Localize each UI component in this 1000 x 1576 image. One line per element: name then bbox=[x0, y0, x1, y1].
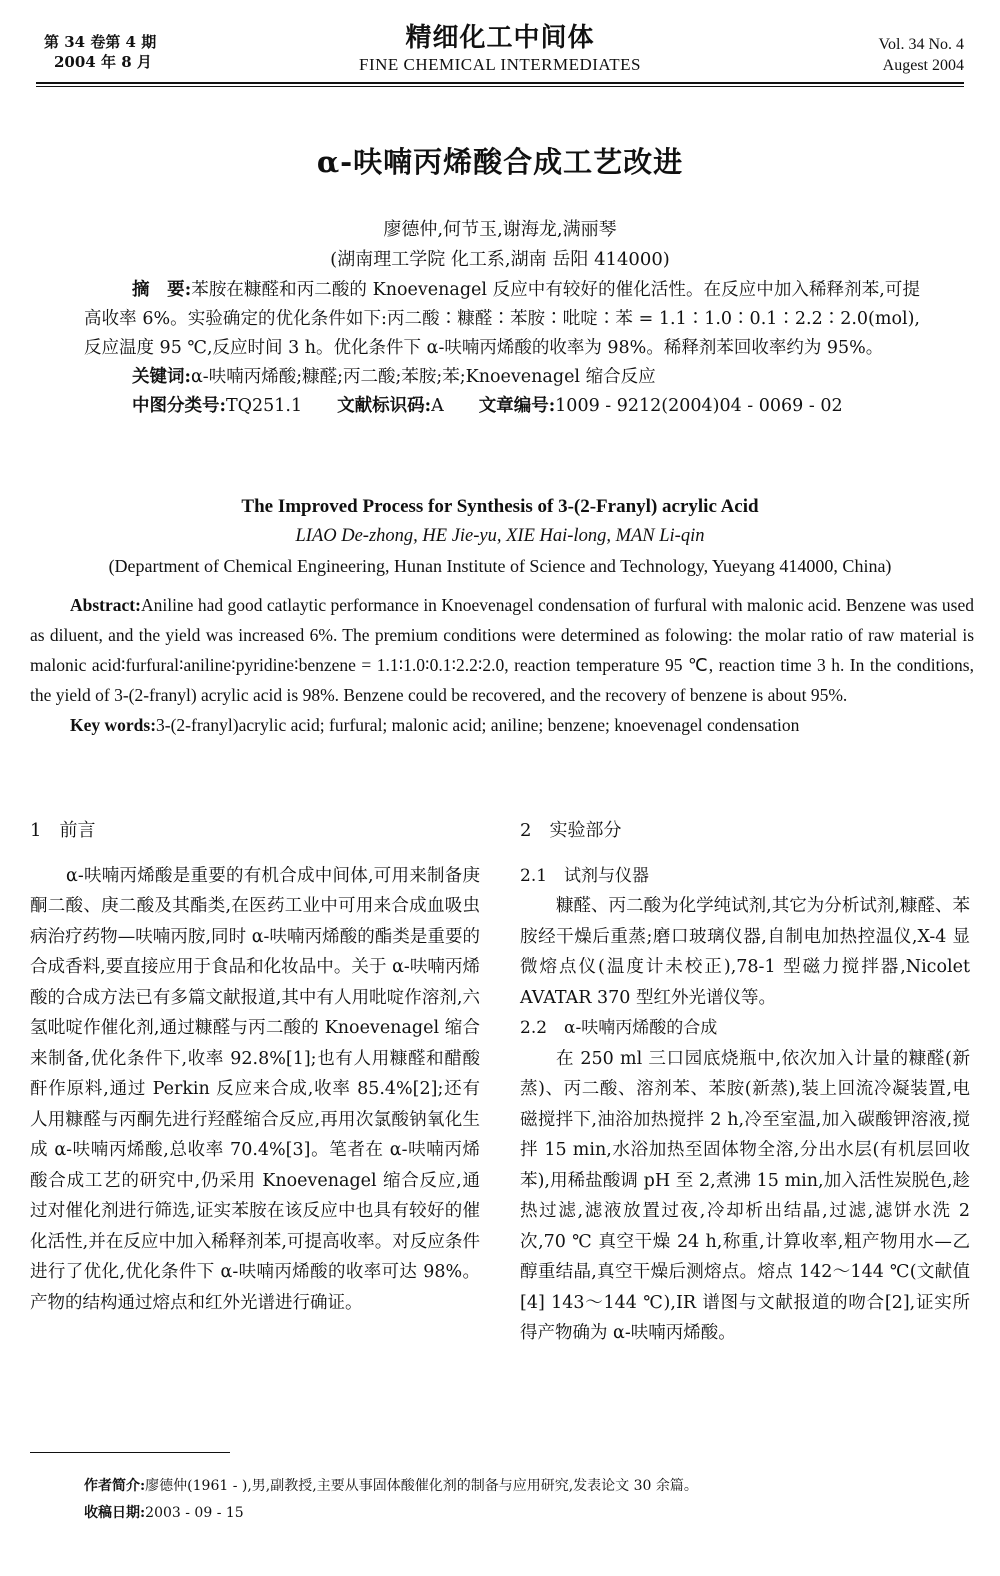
authors-cn: 廖德仲,何节玉,谢海龙,满丽琴 bbox=[383, 219, 617, 240]
keywords-en-label: Key words: bbox=[70, 715, 157, 735]
footnote-received bbox=[84, 1502, 964, 1524]
abstract-cn bbox=[84, 276, 920, 363]
affiliation-cn: (湖南理工学院 化工系,湖南 岳阳 414000) bbox=[330, 249, 670, 270]
keywords-cn-label: 关键词: bbox=[132, 367, 191, 387]
keywords-cn-text: α-呋喃丙烯酸;糠醛;丙二酸;苯胺;苯;Knoevenagel 缩合反应 bbox=[190, 367, 656, 387]
footnote-author-label: 作者简介: bbox=[84, 1478, 146, 1494]
header-rule-thin bbox=[36, 86, 964, 87]
section-2-2-text: 在 250 ml 三口园底烧瓶中,依次加入计量的糠醛(新蒸)、丙二酸、溶剂苯、苯胺(新蒸),装上回流冷凝装置,电磁搅拌下,油浴加热搅拌 2 h,冷至室温,加入碳酸钾溶液,搅拌 15 min,水浴加热至固体物全溶,分出水层(有机层回收苯),用稀盐酸调 pH 至 2,煮沸 15 min,加入活性炭脱色,趁热过滤,滤液放置过夜,冷却析出结晶,过滤,滤饼水洗 2 次,70 ℃ 真空干燥 24 h,称重,计算收率,粗产物用水—乙醇重结晶,真空干燥后测熔点。熔点 142～144 ℃(文献值[4] 143～144 ℃),IR 谱图与文献报道的吻合[2],证实所得产物确为 α-呋喃丙烯酸。 bbox=[520, 1048, 970, 1343]
paper-title-cn: α-呋喃丙烯酸合成工艺改进 bbox=[316, 145, 684, 179]
keywords-en-text: 3-(2-franyl)acrylic acid; furfural; malonic acid; aniline; benzene; knoevenagel condensation bbox=[156, 715, 800, 735]
article-no-label: 文章编号: bbox=[478, 396, 556, 416]
header-rule-thick bbox=[36, 82, 964, 84]
doc-code-label: 文献标识码: bbox=[337, 396, 432, 416]
abstract-en bbox=[30, 590, 974, 710]
classification-line bbox=[84, 392, 920, 421]
abstract-en-block bbox=[30, 590, 974, 740]
keywords-en bbox=[30, 710, 974, 740]
section-2-2-heading: 2.2 α-呋喃丙烯酸的合成 bbox=[520, 1018, 718, 1038]
header-volume-cn: 第 34 卷第 4 期 bbox=[44, 33, 157, 51]
footnote-author bbox=[84, 1475, 964, 1497]
header-volume-en: Vol. 34 No. 4 bbox=[878, 36, 964, 53]
footnote-received-text: 2003 - 09 - 15 bbox=[145, 1505, 244, 1521]
footnote-rule bbox=[30, 1452, 230, 1453]
abstract-cn-label: 摘 要: bbox=[132, 280, 192, 300]
authors-en: LIAO De-zhong, HE Jie-yu, XIE Hai-long, MAN Li-qin bbox=[295, 526, 705, 546]
journal-masthead bbox=[0, 22, 1000, 76]
paper-title-en: The Improved Process for Synthesis of 3-(2-Franyl) acrylic Acid bbox=[241, 496, 759, 517]
journal-name-en: FINE CHEMICAL INTERMEDIATES bbox=[358, 55, 642, 74]
section-2-1-heading: 2.1 试剂与仪器 bbox=[520, 865, 650, 886]
header-date-en: Augest 2004 bbox=[882, 57, 964, 74]
doc-code-value: A bbox=[431, 396, 444, 416]
keywords-cn bbox=[84, 363, 920, 392]
journal-name-cn: 精细化工中间体 bbox=[405, 23, 595, 53]
footnote-author-text: 廖德仲(1961 - ),男,副教授,主要从事固体酸催化剂的制备与应用研究,发表论文 30 余篇。 bbox=[145, 1478, 698, 1494]
abstract-cn-block bbox=[84, 276, 920, 421]
affiliation-en: (Department of Chemical Engineering, Hunan Institute of Science and Technology, Yueyang 414000, China) bbox=[108, 556, 892, 576]
section-1-text: α-呋喃丙烯酸是重要的有机合成中间体,可用来制备庚酮二酸、庚二酸及其酯类,在医药工业中可用来合成血吸虫病治疗药物—呋喃丙胺,同时 α-呋喃丙烯酸的酯类是重要的合成香料,要直接应用于食品和化妆品中。关于 α-呋喃丙烯酸的合成方法已有多篇文献报道,其中有人用吡啶作溶剂,六氢吡啶作催化剂,通过糠醛与丙二酸的 Knoevenagel 缩合来制备,优化条件下,收率 92.8%[1];也有人用糠醛和醋酸酐作原料,通过 Perkin 反应来合成,收率 85.4%[2];还有人用糠醛与丙酮先进行羟醛缩合反应,再用次氯酸钠氧化生成 α-呋喃丙烯酸,总收率 70.4%[3]。笔者在 α-呋喃丙烯酸合成工艺的研究中,仍采用 Knoevenagel 缩合反应,通过对催化剂进行筛选,证实苯胺在该反应中也具有较好的催化活性,并在反应中加入稀释剂苯,可提高收率。对反应条件进行了优化,优化条件下 α-呋喃丙烯酸的收率可达 98%。产物的结构通过熔点和红外光谱进行确证。 bbox=[30, 865, 480, 1313]
section-2-1-text: 糠醛、丙二酸为化学纯试剂,其它为分析试剂,糠醛、苯胺经干燥后重蒸;磨口玻璃仪器,自制电加热控温仪,X-4 显微熔点仪(温度计未校正),78-1 型磁力搅拌器,Nicolet AVATAR 370 型红外光谱仪等。 bbox=[520, 896, 970, 1008]
section-1-heading: 1 前言 bbox=[30, 820, 96, 841]
article-no-value: 1009 - 9212(2004)04 - 0069 - 02 bbox=[555, 396, 843, 416]
header-issue-en bbox=[879, 34, 965, 76]
class-label: 中图分类号: bbox=[132, 396, 226, 416]
header-date-cn: 2004 年 8 月 bbox=[54, 53, 152, 71]
body-column-right bbox=[520, 816, 970, 1349]
abstract-cn-text: 苯胺在糠醛和丙二酸的 Knoevenagel 反应中有较好的催化活性。在反应中加入稀释剂苯,可提高收率 6%。实验确定的优化条件如下:丙二酸∶糠醛∶苯胺∶吡啶∶苯 = 1.1∶1.0∶0.1∶2.2∶2.0(mol),反应温度 95 ℃,反应时间 3 h。优化条件下 α-呋喃丙烯酸的收率为 98%。稀释剂苯回收率约为 95%。 bbox=[84, 280, 920, 358]
class-value: TQ251.1 bbox=[225, 396, 303, 416]
body-column-left bbox=[30, 816, 480, 1318]
section-2-heading: 2 实验部分 bbox=[520, 820, 622, 841]
footnote-received-label: 收稿日期: bbox=[84, 1505, 146, 1521]
abstract-en-text: Aniline had good catlaytic performance in Knoevenagel condensation of furfural with malonic acid. Benzene was used as diluent, and the yield was increased 6%. The premium conditions were determined as folowing: the molar ratio of raw material is malonic acid∶furfural∶aniline∶pyridine∶benzene = 1.1∶1.0∶0.1∶2.2∶2.0, reaction temperature 95 ℃, reaction time 3 h. In the conditions, the yield of 3-(2-franyl) acrylic acid is 98%. Benzene could be recovered, and the recovery of benzene is about 95%. bbox=[30, 595, 974, 705]
abstract-en-label: Abstract: bbox=[70, 595, 141, 615]
